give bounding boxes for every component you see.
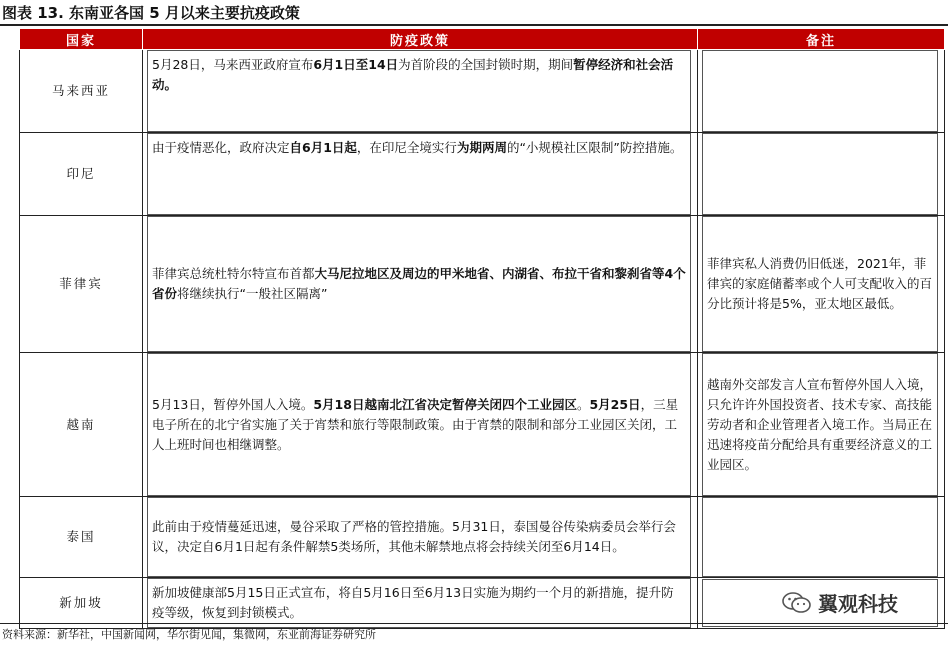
policy-segment: 5月13日，暂停外国人入境。 (152, 396, 314, 412)
policy-text (147, 497, 691, 577)
policy-paragraph (152, 264, 686, 304)
policy-text (147, 50, 691, 132)
policy-paragraph (152, 583, 686, 623)
watermark (782, 588, 898, 617)
policy-segment: ，在印尼全境实行 (356, 140, 457, 155)
policy-segment: 的“小规模社区限制”防控措施。 (506, 140, 683, 155)
policy-segment: ，三星电子所在的北宁省实施了关于宵禁和旅行等限制政策。由于宵禁的限制和部分工业园区关闭，工人上班时间也相继调整。 (152, 396, 679, 452)
note-box (702, 50, 938, 132)
policy-segment: 将继续执行“一般社区隔离” (177, 286, 328, 301)
country-cell: 印尼 (20, 133, 143, 216)
note-box (702, 497, 938, 577)
note-cell (698, 497, 945, 578)
policy-segment: 由于疫情恶化，政府决定 (152, 140, 290, 155)
policy-segment: 菲律宾总统杜特尔特宣布首都 (152, 266, 315, 281)
policy-text (147, 353, 691, 496)
table-row (20, 133, 945, 216)
country-cell: 泰国 (20, 497, 143, 578)
note-cell (698, 133, 945, 216)
policy-table (19, 28, 945, 629)
policy-paragraph (152, 55, 686, 95)
country-cell: 菲律宾 (20, 216, 143, 353)
policy-text (147, 578, 691, 628)
policy-cell (143, 133, 698, 216)
country-cell: 新加坡 (20, 578, 143, 629)
policy-segment: 为期两周 (456, 140, 507, 155)
table-header-row (20, 29, 945, 50)
policy-cell (143, 50, 698, 133)
header-policy: 防疫政策 (143, 29, 698, 50)
policy-segment: 。 (576, 396, 590, 412)
policy-paragraph (152, 138, 686, 158)
header-note: 备注 (698, 29, 945, 50)
policy-cell (143, 216, 698, 353)
policy-segment: 5月28日，马来西亚政府宣布 (152, 57, 314, 72)
title-divider (0, 24, 948, 26)
policy-paragraph (152, 517, 686, 557)
policy-segment: 新加坡健康部5月15日正式宣布，将自5月16日至6月13日实施为期约一个月的新措施，提升防疫等级，恢复到封锁模式。 (152, 585, 674, 620)
country-cell: 马来西亚 (20, 50, 143, 133)
note-cell (698, 50, 945, 133)
country-cell: 越南 (20, 353, 143, 497)
note-text: 越南外交部发言人宣布暂停外国人入境，只允许许外国投资者、技术专家、高技能劳动者和企业管理者入境工作。当局正在迅速将疫苗分配给具有重要经济意义的工业园区。 (702, 353, 938, 496)
watermark-text: 翼观科技 (818, 592, 898, 616)
policy-text (147, 133, 691, 215)
policy-paragraph (152, 395, 686, 455)
policy-segment: 为首阶段的全国封锁时期，期间 (398, 57, 574, 72)
source-note: 资料来源：新华社，中国新闻网，华尔街见闻，集微网，东亚前海证券研究所 (2, 628, 376, 641)
policy-segment: 5月25日 (589, 396, 641, 412)
table-row (20, 216, 945, 353)
note-cell (698, 353, 945, 497)
policy-segment: 自6月1日起 (289, 140, 357, 155)
policy-segment: 6月1日至14日 (313, 57, 399, 72)
note-cell (698, 216, 945, 353)
table-row (20, 50, 945, 133)
policy-cell (143, 497, 698, 578)
header-country: 国家 (20, 29, 143, 50)
policy-segment: 此前由于疫情蔓延迅速，曼谷采取了严格的管控措施。5月31日，泰国曼谷传染病委员会举行会议，决定自6月1日起有条件解禁5类场所，其他未解禁地点将会持续关闭至6月14日。 (152, 519, 676, 554)
wechat-icon (782, 591, 812, 615)
policy-cell (143, 353, 698, 497)
note-text: 菲律宾私人消费仍旧低迷，2021年，菲律宾的家庭储蓄率或个人可支配收入的百分比预计将是5%，亚太地区最低。 (702, 216, 938, 352)
policy-segment: 大马尼拉地区及周边的甲米地省、内湖省、布拉干省和黎刹省等4个省份 (152, 266, 686, 301)
table-row (20, 497, 945, 578)
figure-title: 图表 13. 东南亚各国 5 月以来主要抗疫政策 (2, 4, 300, 22)
policy-segment: 5月18日越南北江省决定暂停关闭四个工业园区 (313, 396, 577, 412)
policy-text (147, 216, 691, 352)
table-row (20, 353, 945, 497)
note-box (702, 133, 938, 215)
source-divider (0, 623, 948, 624)
policy-segment: 暂停经济和社会活动。 (152, 57, 674, 92)
policy-cell (143, 578, 698, 629)
